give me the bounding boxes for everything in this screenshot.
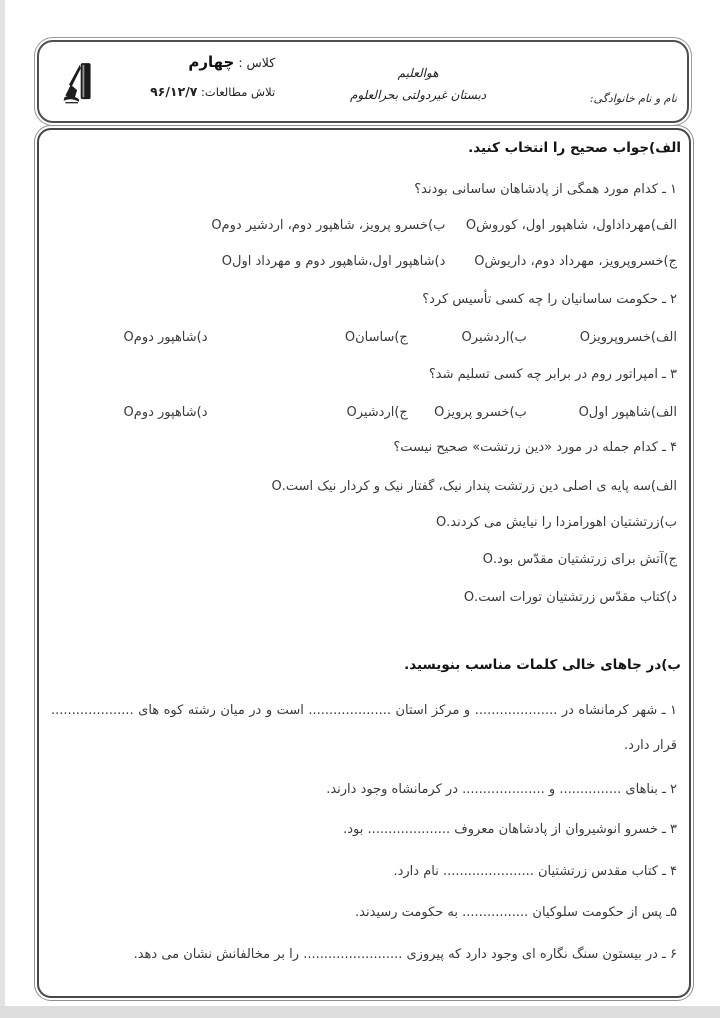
class-label: کلاس : — [238, 55, 276, 70]
question-1-option-a: الف)مهرداداول، شاهپور اول، کوروشO — [465, 218, 677, 233]
school-motto: هوالعلیم — [397, 65, 439, 80]
question-1-options-row-1 — [51, 217, 677, 235]
question-1-option-d: د)شاهپور اول،شاهپور دوم و مهرداد اولO — [221, 254, 446, 269]
question-2-options-row — [51, 329, 677, 347]
fill-blank-item-3: ۳ ـ خسرو انوشیروان از پادشاهان معروف .................... بود. — [343, 822, 677, 837]
section-b-title: ب)در جاهای خالی کلمات مناسب بنویسید. — [404, 657, 681, 673]
fill-blank-item-4: ۴ ـ کتاب مقدس زرتشتیان ...................... نام دارد. — [393, 864, 677, 879]
fill-blank-item-6: ۶ ـ در بیستون سنگ نگاره ای وجود دارد که پیروزی ........................ را بر مخالفانش نشان می دهد. — [133, 947, 677, 962]
exam-header-box — [37, 40, 689, 123]
question-4-option-d: د)کتاب مقدّس زرتشتیان تورات است.O — [463, 590, 677, 605]
fill-blank-item-5: ۵ـ پس از حکومت سلوکیان ................ به حکومت رسیدند. — [355, 905, 677, 920]
question-1-text: ۱ ـ کدام مورد همگی از پادشاهان ساسانی بودند؟ — [414, 182, 677, 197]
book-and-quill-icon — [60, 59, 96, 105]
fill-blank-item-2: ۲ ـ بناهای ............... و .................... در کرمانشاه وجود دارند. — [326, 782, 677, 797]
question-4-option-a: الف)سه پایه ی اصلی دین زرتشت پندار نیک، گفتار نیک و کردار نیک است.O — [271, 479, 677, 494]
question-3-option-a: الف)شاهپور اولO — [578, 405, 677, 420]
student-name-label: نام و نام خانوادگی: — [589, 92, 677, 105]
question-3-option-d: د)شاهپور دومO — [123, 405, 208, 420]
scan-edge-bottom — [0, 1006, 720, 1018]
student-name-field — [525, 42, 687, 121]
question-3-option-b: ب)خسرو پرویزO — [434, 405, 527, 420]
question-2-option-c: ج)ساسانO — [344, 330, 408, 345]
fill-blank-item-1: ۱ ـ شهر کرمانشاه در .................... و مرکز استان .................... است و در میان رشته کوه های .................... قرار دارد. — [51, 703, 677, 753]
class-value: چهارم — [188, 53, 235, 71]
question-3-text: ۳ ـ امپراتور روم در برابر چه کسی تسلیم شد؟ — [428, 367, 677, 382]
section-a-title: الف)جواب صحیح را انتخاب کنید. — [468, 140, 681, 156]
question-4-text: ۴ ـ کدام جمله در مورد «دین زرتشت» صحیح نیست؟ — [393, 440, 677, 455]
question-1-option-b: ب)خسرو پرویز، شاهپور دوم، اردشیر دومO — [211, 218, 446, 233]
question-1-options-row-2 — [51, 253, 677, 271]
question-2-option-a: الف)خسروپرویزO — [579, 330, 677, 345]
scan-edge-left — [0, 0, 5, 1018]
subject-date-line — [150, 84, 275, 99]
question-2-option-d: د)شاهپور دومO — [123, 330, 208, 345]
question-1-option-c: ج)خسروپرویز، مهرداد دوم، داریوشO — [474, 254, 677, 269]
school-title-block — [311, 42, 525, 121]
exam-date: ۹۶/۱۲/۷ — [150, 84, 198, 99]
subject-label: تلاش مطالعات: — [201, 85, 276, 99]
question-2-text: ۲ ـ حکومت ساسانیان را چه کسی تأسیس کرد؟ — [422, 292, 677, 307]
question-3-option-c: ج)اردشیرO — [346, 405, 408, 420]
question-4-option-b: ب)زرتشتیان اهورامزدا را نیایش می کردند.O — [435, 515, 677, 530]
exam-body-box — [37, 128, 691, 998]
school-logo — [39, 42, 117, 121]
question-2-option-b: ب)اردشیرO — [461, 330, 527, 345]
question-3-options-row — [51, 404, 677, 422]
class-line — [188, 53, 275, 71]
school-name: دبستان غیردولتی بحرالعلوم — [350, 87, 487, 102]
question-4-option-c: ج)آتش برای زرتشتیان مقدّس بود.O — [482, 552, 677, 567]
class-info-block — [117, 42, 311, 121]
